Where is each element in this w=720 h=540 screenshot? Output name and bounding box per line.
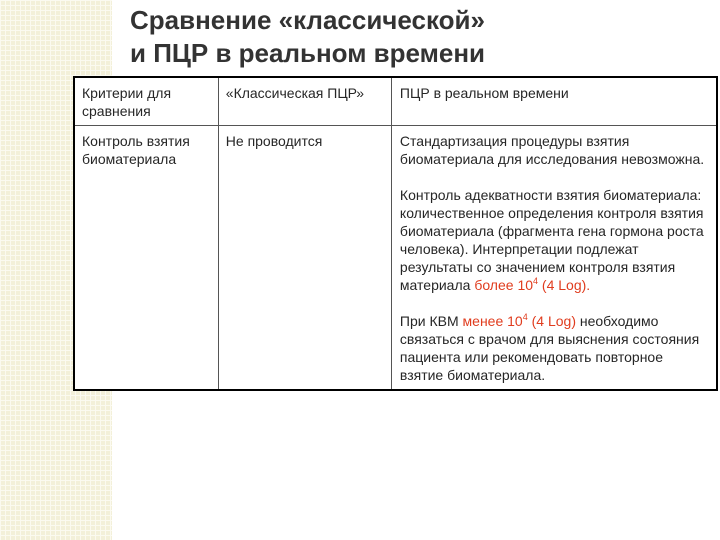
realtime-p2-text: Контроль адекватности взятия биоматериала: количественное определения контроля взятия биоматериала (фрагмента гена гормона роста человека). Интерпретации подлежат результаты со значением контроля взятия материала [399, 187, 704, 293]
realtime-p3-threshold [463, 313, 576, 329]
realtime-p3-red-b: (4 Log) [527, 313, 576, 329]
comparison-table [73, 76, 718, 391]
realtime-paragraph-2 [400, 186, 709, 294]
realtime-p3-text-b: необходимо связаться с врачом для выяснения состояния пациента или рекомендовать повторное взятие биоматериала. [399, 313, 700, 383]
table-header-row [74, 77, 717, 126]
cell-realtime [391, 126, 717, 391]
header-realtime-pcr: ПЦР в реальном времени [391, 77, 717, 126]
realtime-p3-red-a: менее 10 [462, 313, 523, 329]
realtime-paragraph-3 [400, 312, 709, 384]
comparison-table-container [73, 76, 718, 391]
realtime-p2-red-a: более 10 [474, 277, 534, 293]
slide-title [130, 4, 690, 70]
table-row [74, 126, 717, 391]
cell-criterion: Контроль взятия биоматериала [74, 126, 218, 391]
title-line-1: Сравнение «классической» [130, 5, 485, 35]
header-criteria: Критерии для сравнения [74, 77, 218, 126]
header-classic-pcr: «Классическая ПЦР» [218, 77, 391, 126]
realtime-p3-text-a: При КВМ [399, 313, 463, 329]
title-line-2: и ПЦР в реальном времени [130, 38, 486, 68]
realtime-p2-threshold [474, 277, 590, 293]
realtime-p2-sup: 4 [533, 276, 539, 286]
realtime-paragraph-1: Стандартизация процедуры взятия биоматериала для исследования невозможна. [399, 133, 705, 167]
realtime-p3-sup: 4 [522, 312, 528, 322]
cell-classic: Не проводится [218, 126, 391, 391]
realtime-p2-red-b: (4 Log). [538, 277, 591, 293]
